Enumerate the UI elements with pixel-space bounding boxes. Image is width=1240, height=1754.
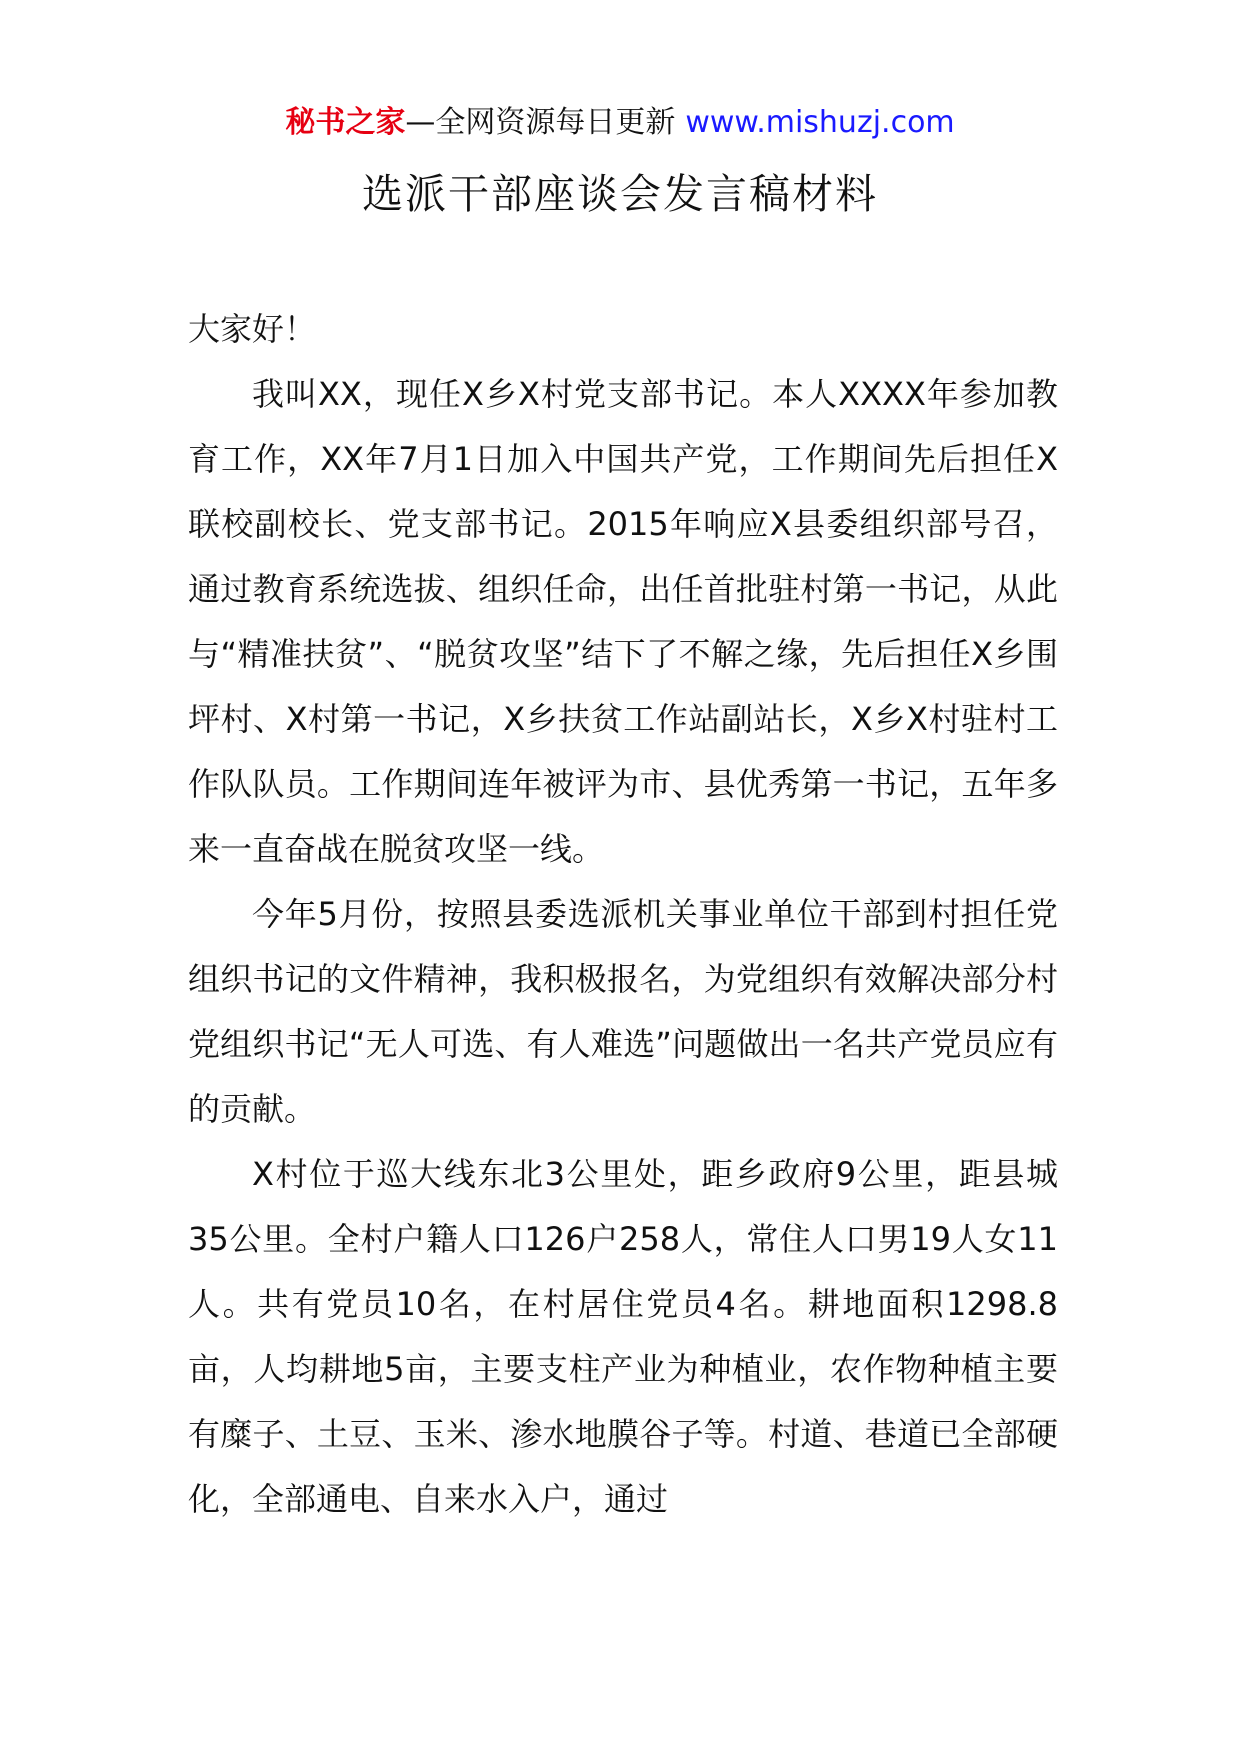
header-tagline: —全网资源每日更新 [405,105,676,140]
document-title: 选派干部座谈会发言稿材料 [362,170,878,218]
site-header [0,103,1240,143]
brand-name: 秘书之家 [285,105,406,140]
body-paragraph: 我叫XX，现任X乡X村党支部书记。本人XXXX年参加教育工作，XX年7月1日加入中国共产党，工作期间先后担任X联校副校长、党支部书记。2015年响应X县委组织部号召，通过教育系统选拔、组织任命，出任首批驻村第一书记，从此与“精准扶贫”、“脱贫攻坚”结下了不解之缘，先后担任X乡围坪村、X村第一书记，X乡扶贫工作站副站长，X乡X村驻村工作队队员。工作期间连年被评为市、县优秀第一书记，五年多来一直奋战在脱贫攻坚一线。 [188,375,1058,868]
body-paragraph: X村位于巡大线东北3公里处，距乡政府9公里，距县城35公里。全村户籍人口126户258人，常住人口男19人女11人。共有党员10名，在村居住党员4名。耕地面积1298.8亩，人均耕地5亩，主要支柱产业为种植业，农作物种植主要有糜子、土豆、玉米、渗水地膜谷子等。村道、巷道已全部硬化，全部通电、自来水入户，通过 [188,1155,1058,1518]
body-paragraph: 今年5月份，按照县委选派机关事业单位干部到村担任党组织书记的文件精神，我积极报名，为党组织有效解决部分村党组织书记“无人可选、有人难选”问题做出一名共产党员应有的贡献。 [188,895,1058,1128]
document-body [188,297,1058,1532]
site-url-link[interactable]: www.mishuzj.com [685,105,955,140]
greeting-paragraph: 大家好！ [188,310,317,348]
